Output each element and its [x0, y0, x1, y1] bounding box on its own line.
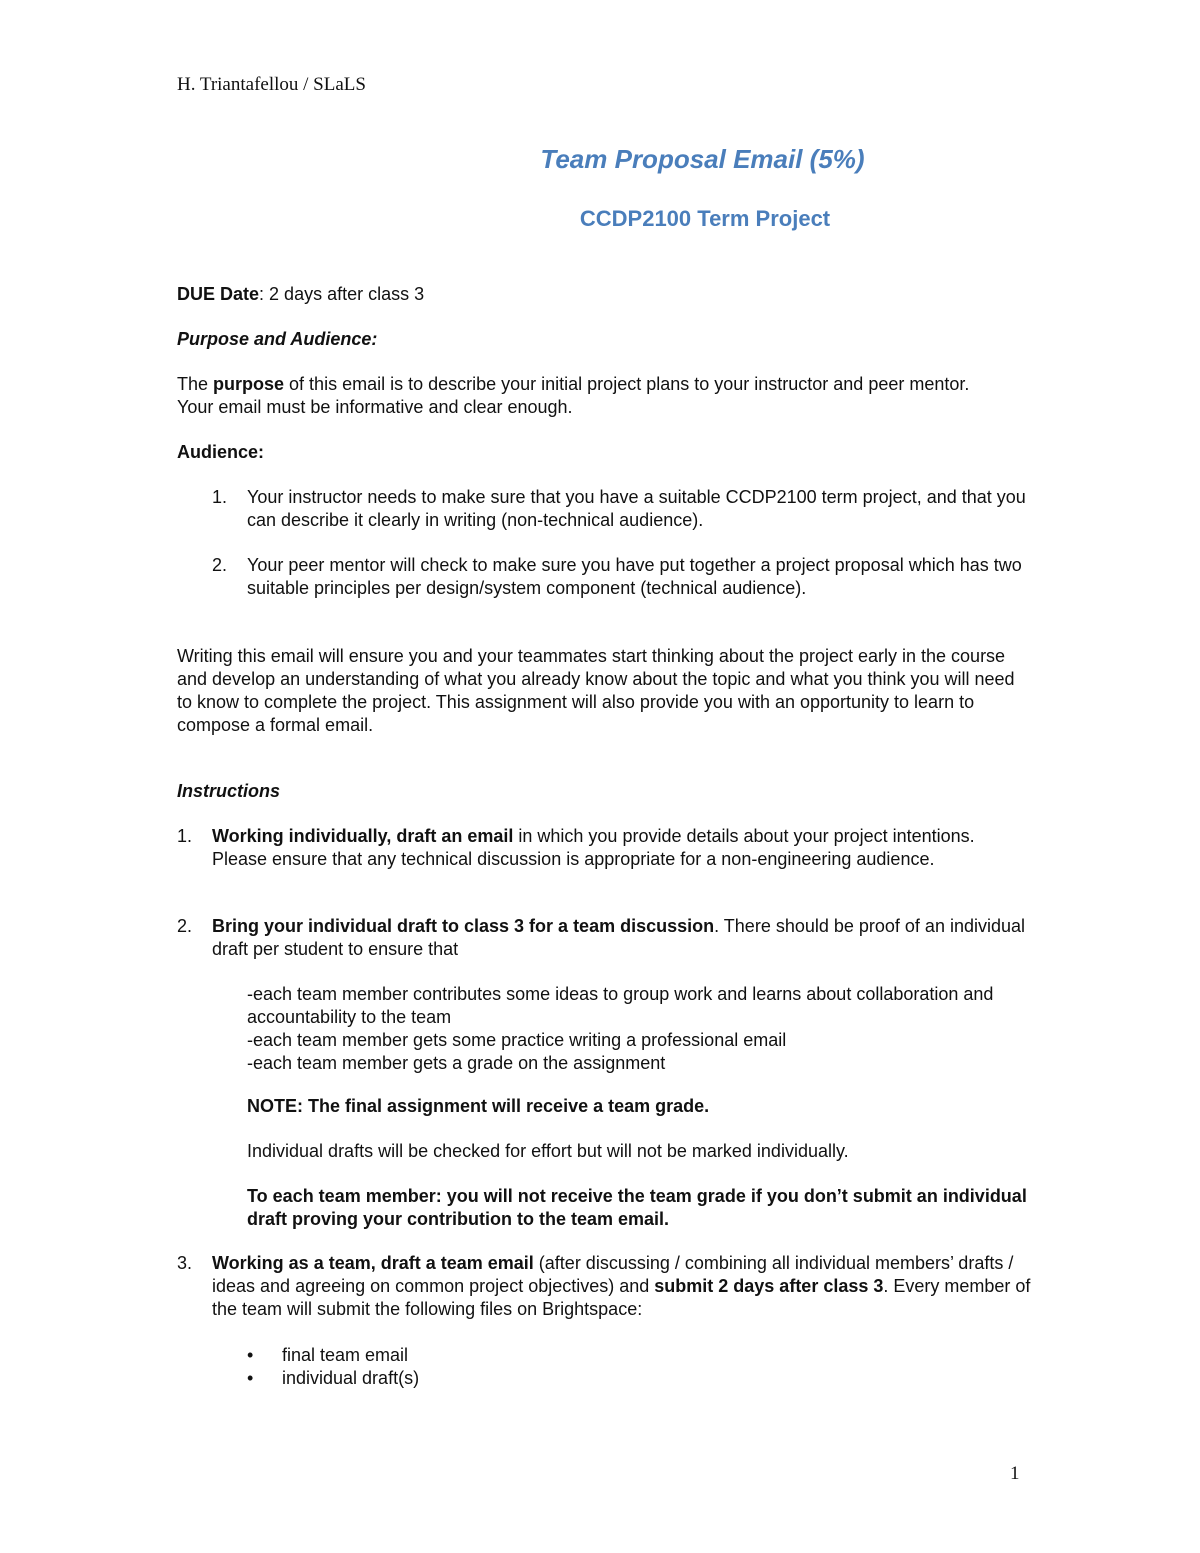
audience-item-1-text: Your instructor needs to make sure that you have a suitable CCDP2100 term project, and that you can describe it clearly in writing (non-technical audience).: [247, 487, 1026, 530]
due-date-label: DUE Date: [177, 284, 260, 304]
instruction-item-1-number: 1.: [177, 826, 193, 846]
instruction-item-3-text: [212, 1252, 1032, 1321]
instruction-item-3-bold-2: submit 2 days after class 3: [654, 1276, 884, 1296]
instruction-item-1-rest: in which you provide details about your project intentions. Please ensure that any technical discussion is appropriate for a non-engineering audience.: [212, 826, 975, 869]
purpose-paragraph: [177, 373, 987, 419]
instruction-item-3-mid: (after discussing / combining all individual members’ drafts / ideas and agreeing on common project objectives) and: [212, 1253, 1014, 1296]
reason-3: -each team member gets a grade on the assignment: [247, 1053, 666, 1073]
instruction-item-3: [177, 1252, 1037, 1321]
team-member-warning: To each team member: you will not receive the team grade if you don’t submit an individual draft proving your contribution to the team email.: [247, 1186, 1027, 1229]
instruction-item-3-number: 3.: [177, 1253, 193, 1273]
instructions-heading: Instructions: [177, 781, 281, 801]
audience-item-1: [212, 486, 1042, 532]
audience-item-2-text: Your peer mentor will check to make sure you have put together a project proposal which has two suitable principles per design/system component (technical audience).: [247, 555, 1022, 598]
reason-2: -each team member gets some practice writing a professional email: [247, 1030, 787, 1050]
audience-item-2-number: 2.: [212, 555, 228, 575]
page-subtitle: CCDP2100 Term Project: [579, 206, 831, 231]
drafts-checked-note: Individual drafts will be checked for effort but will not be marked individually.: [247, 1141, 849, 1161]
audience-heading: Audience:: [177, 442, 265, 462]
bullet-icon: •: [247, 1368, 254, 1388]
writing-paragraph: Writing this email will ensure you and your teammates start thinking about the project early in the course and develop an understanding of what you already know about the topic and what you think you will need to know to complete the project. This assignment will also provide you with an opportunity to learn to compose a formal email.: [177, 646, 1015, 735]
instruction-item-2-rest: . There should be proof of an individual draft per student to ensure that: [212, 916, 1026, 959]
instruction-item-3-bold-1: Working as a team, draft a team email: [212, 1253, 534, 1273]
purpose-bold: purpose: [213, 374, 285, 394]
bullet-icon: •: [247, 1345, 254, 1365]
instruction-item-1-text: [212, 825, 1012, 871]
instruction-item-1: [177, 825, 1037, 871]
instruction-item-2: [177, 915, 1037, 961]
instruction-item-3-rest: . Every member of the team will submit the following files on Brightspace:: [212, 1276, 1031, 1319]
page-title: Team Proposal Email (5%): [540, 144, 865, 174]
page-number: 1: [1010, 1463, 1020, 1484]
instruction-item-2-number: 2.: [177, 916, 193, 936]
instruction-item-2-reasons: [247, 983, 1047, 1075]
instruction-item-1-bold: Working individually, draft an email: [212, 826, 514, 846]
note-grade: NOTE: The final assignment will receive a team grade.: [247, 1096, 710, 1116]
submission-bullet-1: [247, 1344, 647, 1367]
due-date-colon: :: [259, 284, 265, 304]
audience-item-1-number: 1.: [212, 487, 228, 507]
submission-bullet-2: [247, 1367, 647, 1390]
submission-bullet-1-text: final team email: [282, 1345, 409, 1365]
audience-item-2: [212, 554, 1042, 600]
instruction-item-2-bold: Bring your individual draft to class 3 for a team discussion: [212, 916, 715, 936]
reason-1: -each team member contributes some ideas to group work and learns about collaboration and accountability to the team: [247, 984, 994, 1027]
due-date-line: [177, 283, 424, 306]
submission-bullet-2-text: individual draft(s): [282, 1368, 420, 1388]
purpose-heading: Purpose and Audience:: [177, 329, 378, 349]
purpose-rest: of this email is to describe your initial project plans to your instructor and peer mentor. Your email must be informative and clear enough.: [177, 374, 970, 417]
purpose-pre: The: [177, 374, 214, 394]
header-author: H. Triantafellou / SLaLS: [177, 74, 366, 95]
instruction-item-2-text: [212, 915, 1032, 961]
due-date-value: 2 days after class 3: [264, 284, 425, 304]
